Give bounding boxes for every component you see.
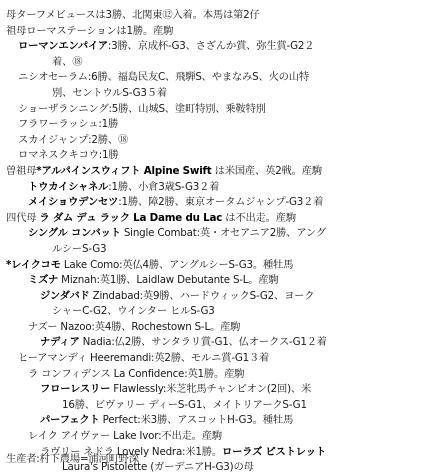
pedigree-line bbox=[6, 335, 436, 351]
record-text: Perfect:米3勝、アスコットH-G3。種牡馬 bbox=[99, 414, 294, 427]
horse-name: トウカイシャネル bbox=[28, 180, 109, 193]
record-text: Zindabad:英9勝、ハードウィックS-G2、ヨーク bbox=[89, 289, 315, 302]
pedigree-line bbox=[6, 242, 436, 258]
record-text: 別、セントウルS-G3５着 bbox=[52, 86, 167, 99]
record-text: :1勝、障2勝、東京オータムジャンプ-G3２着 bbox=[118, 196, 324, 209]
record-text: ニシオセーラム:6勝、福島民友C、飛騨S、やまなみS、火の山特 bbox=[18, 71, 309, 84]
pedigree-line bbox=[6, 164, 436, 180]
record-text: ラ コンフィデンス La Confidence:英1勝。産駒 bbox=[28, 367, 245, 380]
pedigree-line bbox=[6, 86, 436, 102]
pedigree-line bbox=[6, 258, 436, 274]
record-text: フラワーラッシュ:1勝 bbox=[18, 118, 119, 131]
pedigree-line bbox=[6, 211, 436, 227]
pedigree-line bbox=[6, 367, 436, 383]
horse-name: シングル コンバット bbox=[28, 227, 121, 240]
horse-name: パーフェクト bbox=[40, 414, 100, 427]
horse-name: ローラズ ピストレット bbox=[221, 445, 326, 458]
pedigree-line bbox=[6, 8, 436, 24]
pedigree-line bbox=[6, 70, 436, 86]
horse-name: *レイクコモ bbox=[6, 258, 61, 271]
record-text: は米国産、英2戦。産駒 bbox=[211, 164, 322, 177]
pedigree-lines bbox=[6, 8, 436, 476]
record-text: レイク アイヴァー Lake Ivor:不出走。産駒 bbox=[28, 430, 222, 443]
record-text: ヒーアマンディ Heeremandi:英2勝、モルニ賞-G1３着 bbox=[18, 352, 270, 365]
horse-name: メイショウデンセツ bbox=[28, 196, 119, 209]
record-text: Single Combat:英・オセアニア2勝、アング bbox=[120, 227, 326, 240]
pedigree-line bbox=[6, 304, 436, 320]
record-text: スカイジャンプ:2勝、⑱ bbox=[18, 133, 129, 146]
record-text: ショーザランニング:5勝、山城S、塗町特別、乗鞍特別 bbox=[18, 102, 266, 115]
ancestor-label: 曽祖母 bbox=[6, 164, 37, 177]
pedigree-line bbox=[6, 39, 436, 55]
record-text: Lake Como:英仏4勝、アングルシーS-G3。種牡馬 bbox=[60, 258, 294, 271]
pedigree-line bbox=[6, 148, 436, 164]
pedigree-line bbox=[6, 102, 436, 118]
record-text: :3勝、京成杯-G3、さざんか賞、弥生賞-G2２ bbox=[107, 40, 315, 53]
record-text: Flawlessly:米芝牝馬チャンピオン(2回)、米 bbox=[110, 383, 312, 396]
record-text: Nadia:仏2勝、サンタラリ賞-G1、仏オークス-G1２着 bbox=[79, 336, 327, 349]
record-text: シャーC-G2、ウインター ヒルS-G3 bbox=[52, 305, 215, 318]
record-text: ルシーS-G3 bbox=[52, 242, 107, 255]
pedigree-line bbox=[6, 133, 436, 149]
pedigree-line bbox=[6, 117, 436, 133]
record-text: ラヴリー ネドラ Lovely Nedra:米1勝。 bbox=[40, 445, 222, 458]
horse-name: フローレスリー bbox=[40, 383, 111, 396]
horse-name: ラ ダム デュ ラック La Dame du Lac bbox=[39, 211, 223, 224]
pedigree-line bbox=[6, 273, 436, 289]
horse-name: ミズナ bbox=[28, 274, 59, 287]
record-text: :1勝、小倉3歳S-G3２着 bbox=[108, 180, 220, 193]
producer-line: 生産者:村下農場=浦河町野深 bbox=[6, 453, 139, 465]
horse-name: ローマンエンパイア bbox=[18, 40, 108, 53]
record-text: 祖母ローマステーションは1勝。産駒 bbox=[6, 24, 174, 37]
pedigree-line bbox=[6, 351, 436, 367]
pedigree-line bbox=[6, 24, 436, 40]
record-text: 母ターフメビュースは3勝、北関東⑫入着。本馬は第2仔 bbox=[6, 9, 260, 21]
pedigree-line bbox=[6, 55, 436, 71]
record-text: ロマネスクキコウ:1勝 bbox=[18, 149, 119, 162]
pedigree-line bbox=[6, 398, 436, 414]
horse-name: *アルパインスウィフト Alpine Swift bbox=[36, 164, 212, 177]
record-text: ナズー Nazoo:英4勝、Rochestown S-L。産駒 bbox=[28, 320, 241, 333]
pedigree-line bbox=[6, 180, 436, 196]
record-text: 着、⑱ bbox=[52, 55, 83, 68]
record-text: Miznah:英1勝、Laidlaw Debutante S-L。産駒 bbox=[58, 274, 279, 287]
pedigree-line bbox=[6, 429, 436, 445]
pedigree-line bbox=[6, 382, 436, 398]
pedigree-line bbox=[6, 289, 436, 305]
pedigree-line bbox=[6, 413, 436, 429]
record-text: 16勝、ビヴァリー ディーS-G1、メイトリアークS-G1 bbox=[62, 398, 307, 411]
ancestor-label: 四代母 bbox=[6, 211, 40, 224]
horse-name: ジンダバド bbox=[40, 289, 90, 302]
record-text: は不出走。産駒 bbox=[222, 211, 296, 224]
horse-name: ナディア bbox=[40, 336, 80, 349]
pedigree-line bbox=[6, 195, 436, 211]
pedigree-line bbox=[6, 226, 436, 242]
record-text: Laura's Pistolette (ガーデニアH-G3)の母 bbox=[62, 461, 254, 474]
pedigree-line bbox=[6, 320, 436, 336]
